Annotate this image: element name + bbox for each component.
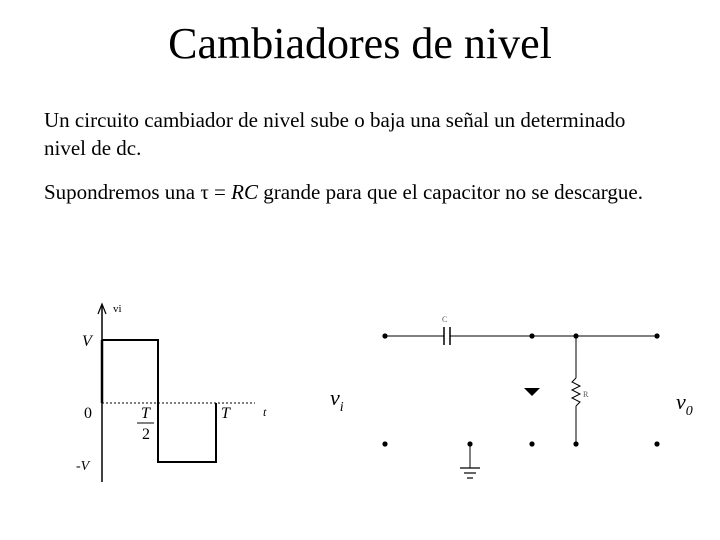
diode-triangle-icon (524, 388, 540, 396)
t-half-denominator: 2 (142, 426, 150, 443)
assumption-text-end: grande para que el capacitor no se descargue. (257, 180, 643, 204)
node-top-resistor (573, 333, 578, 338)
node-top-middle (529, 333, 534, 338)
square-wave (102, 340, 216, 462)
x-axis-label: t (263, 405, 267, 419)
input-top-terminal (382, 333, 387, 338)
output-top-terminal (654, 333, 659, 338)
node-bottom-ground (467, 441, 472, 446)
output-bottom-terminal (654, 441, 659, 446)
waveform-y-label: vi (113, 303, 122, 315)
circuit-terminals (382, 333, 659, 446)
input-bottom-terminal (382, 441, 387, 446)
paragraph-description: Un circuito cambiador de nivel sube o baja una señal un determinado nivel de dc. (44, 108, 626, 160)
level-v-label: V (82, 333, 92, 350)
output-voltage-label: $v_0$ (676, 389, 693, 419)
equals-sign: = (208, 180, 232, 204)
resistor-label: R (583, 390, 589, 399)
rc-symbol: RC (231, 180, 258, 204)
node-bottom-resistor (573, 441, 578, 446)
slide-title: Cambiadores de nivel (168, 19, 552, 68)
node-bottom-middle (529, 441, 534, 446)
waveform-graph (98, 304, 255, 482)
t-period-label: T (221, 405, 230, 422)
tau-symbol: τ (200, 180, 209, 204)
resistor-zigzag (572, 378, 580, 406)
t-half-numerator: T (141, 405, 150, 422)
level-zero-label: 0 (84, 405, 92, 422)
level-shifter-circuit (385, 327, 657, 478)
input-voltage-label: $v_i$ (330, 385, 344, 415)
level-neg-v-label: -V (76, 459, 90, 474)
assumption-text-start: Supondremos una (44, 180, 201, 204)
capacitor-label: C (442, 315, 448, 324)
